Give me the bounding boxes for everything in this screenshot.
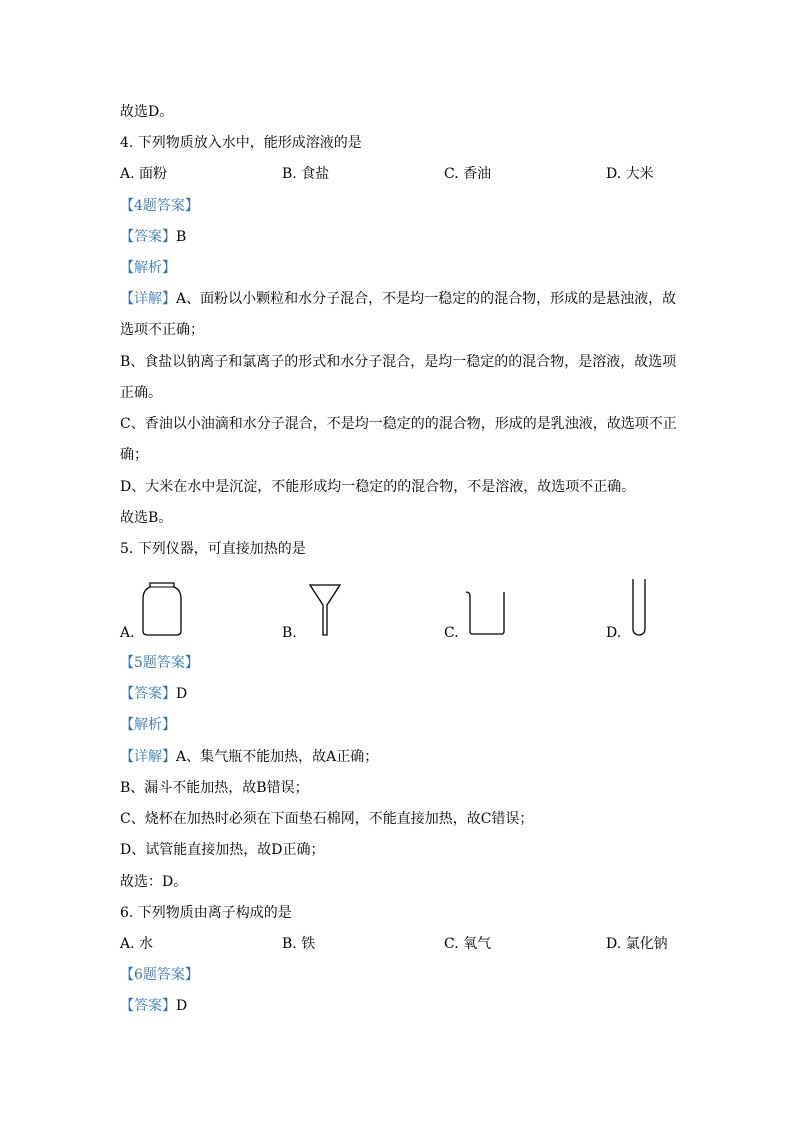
- q5-detail-1: [120, 748, 378, 766]
- q3-final: 故选D。: [120, 104, 174, 120]
- q5-detail-2: B、漏斗不能加热，故B错误；: [120, 780, 309, 796]
- q5-option-d: D.: [606, 625, 622, 641]
- detail-label: 【详解】: [120, 749, 176, 765]
- q5-answer: [120, 685, 187, 703]
- q5-final: 故选：D。: [120, 874, 188, 890]
- q4-final: 故选B。: [120, 510, 173, 526]
- q4-detail-1a: [120, 290, 676, 308]
- q6-option-d: D. 氯化钠: [606, 936, 668, 952]
- q4-option-c: C. 香油: [444, 166, 492, 182]
- gas-jar-icon: [141, 581, 183, 637]
- q6-option-a: A. 水: [120, 936, 154, 952]
- q5-analysis-label: 【解析】: [120, 717, 176, 733]
- detail-label: 【详解】: [120, 291, 176, 307]
- answer-label: 【答案】: [120, 229, 176, 245]
- q5-option-c: C.: [444, 625, 459, 641]
- q4-option-b: B. 食盐: [282, 166, 330, 182]
- q6-answer: [120, 997, 187, 1015]
- q4-detail-3b: 确；: [120, 447, 148, 463]
- answer-value: B: [176, 229, 187, 245]
- q5-detail-4: D、试管能直接加热，故D正确；: [120, 842, 325, 858]
- q4-stem: 4. 下列物质放入水中，能形成溶液的是: [120, 135, 362, 151]
- q5-detail-3: C、烧杯在加热时必须在下面垫石棉网，不能直接加热，故C错误；: [120, 811, 534, 827]
- q4-option-d: D. 大米: [606, 166, 654, 182]
- q4-detail-2a: B、食盐以钠离子和氯离子的形式和水分子混合，是均一稳定的的混合物，是溶液，故选项: [120, 354, 677, 370]
- funnel-icon: [308, 583, 342, 637]
- q5-option-b: B.: [282, 625, 297, 641]
- q4-option-a: A. 面粉: [120, 166, 168, 182]
- q4-analysis-label: 【解析】: [120, 260, 176, 276]
- test-tube-icon: [630, 577, 648, 637]
- answer-label: 【答案】: [120, 686, 176, 702]
- q4-answer: [120, 228, 186, 246]
- q4-detail-1b: 选项不正确；: [120, 322, 204, 338]
- detail-text: A、面粉以小颗粒和水分子混合，不是均一稳定的的混合物，形成的是悬浊液，故: [176, 291, 677, 307]
- q4-detail-4: D、大米在水中是沉淀，不能形成均一稳定的的混合物，不是溶液，故选项不正确。: [120, 479, 636, 495]
- beaker-icon: [464, 590, 506, 636]
- q5-stem: 5. 下列仪器，可直接加热的是: [120, 541, 306, 557]
- q6-answer-tag: 【6题答案】: [120, 967, 199, 983]
- answer-value: D: [176, 998, 188, 1014]
- q5-option-a: A.: [120, 625, 135, 641]
- q6-option-b: B. 铁: [282, 936, 316, 952]
- q6-stem: 6. 下列物质由离子构成的是: [120, 905, 292, 921]
- q4-answer-tag: 【4题答案】: [120, 198, 199, 214]
- q6-option-c: C. 氧气: [444, 936, 492, 952]
- answer-value: D: [176, 686, 188, 702]
- q4-detail-2b: 正确。: [120, 385, 162, 401]
- answer-label: 【答案】: [120, 998, 176, 1014]
- q5-answer-tag: 【5题答案】: [120, 655, 199, 671]
- detail-text: A、集气瓶不能加热，故A正确；: [176, 749, 379, 765]
- q4-detail-3a: C、香油以小油滴和水分子混合，不是均一稳定的的混合物，形成的是乳浊液，故选项不正: [120, 416, 677, 432]
